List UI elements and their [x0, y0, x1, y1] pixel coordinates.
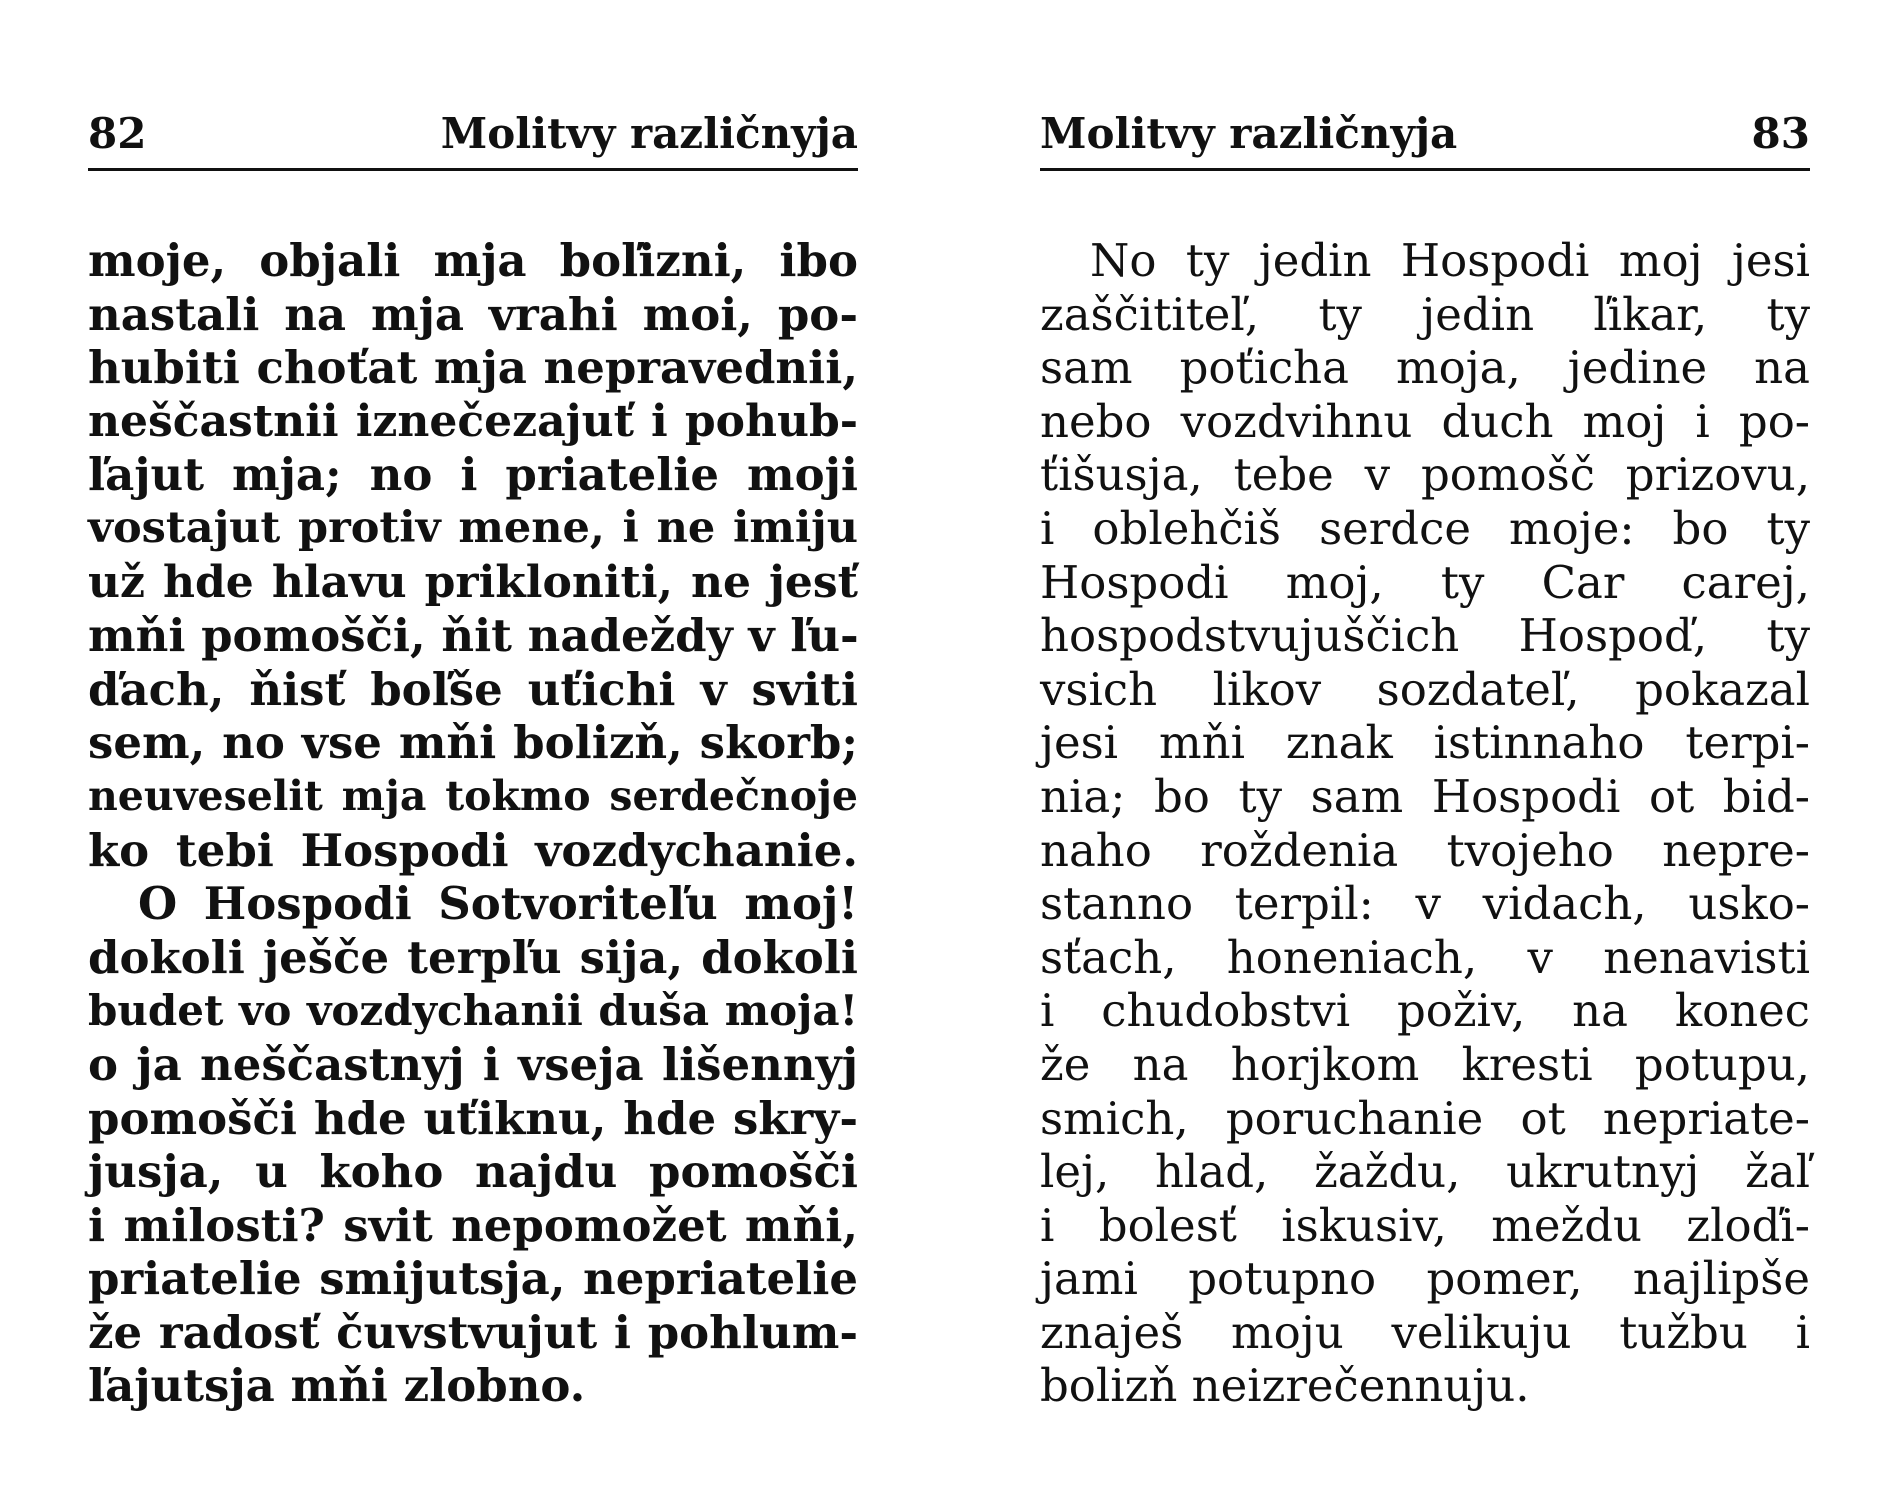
right-page-body	[1040, 234, 1810, 1413]
text-line: hospodstvujuščich Hospoď, ty	[1040, 609, 1810, 663]
text-line: sem, no vse mňi bolizň, skorb;	[88, 716, 858, 770]
right-page-number: 83	[1751, 109, 1810, 158]
text-line: ťišusja, tebe v pomošč prizovu,	[1040, 448, 1810, 502]
text-line: jesi mňi znak istinnaho terpi-	[1040, 716, 1810, 770]
right-running-title: Molitvy različnyja	[1040, 109, 1458, 158]
text-line: že na horjkom kresti potupu,	[1040, 1037, 1810, 1091]
text-line: zaščititeľ, ty jedin ľikar, ty	[1040, 287, 1810, 341]
text-line: ďach, ňisť boľše uťichi v sviti	[88, 662, 858, 716]
text-line: vsich likov sozdateľ, pokazal	[1040, 662, 1810, 716]
text-line: ľajutsja mňi zlobno.	[88, 1359, 586, 1413]
text-line: vostajut protiv mene, i ne imiju	[88, 502, 858, 553]
text-line: naho roždenia tvojeho nepre-	[1040, 823, 1810, 877]
text-line: Hospodi moj, ty Car carej,	[1040, 555, 1810, 609]
right-page-header	[1040, 108, 1810, 171]
text-line: priatelie smijutsja, nepriatelie	[88, 1252, 858, 1306]
right-page	[1040, 0, 1810, 1500]
text-line: nastali na mja vrahi moi, po-	[88, 287, 858, 341]
left-page-header	[88, 108, 858, 171]
text-line: nia; bo ty sam Hospodi ot bid-	[1040, 769, 1810, 823]
text-line: O Hospodi Sotvoriteľu moj!	[138, 877, 858, 931]
left-page-body	[88, 234, 858, 1413]
text-line: znaješ moju velikuju tužbu i	[1040, 1305, 1810, 1359]
text-line: stanno terpil: v vidach, usko-	[1040, 877, 1810, 931]
text-line: smich, poruchanie ot nepriate-	[1040, 1091, 1810, 1145]
text-line: jusja, u koho najdu pomošči	[88, 1145, 858, 1199]
text-line: i bolesť iskusiv, meždu zloďi-	[1040, 1198, 1810, 1252]
text-line: ko tebi Hospodi vozdychanie.	[88, 823, 858, 877]
text-line: sam poťicha moja, jedine na	[1040, 341, 1810, 395]
text-line: lej, hlad, žaždu, ukrutnyj žaľ	[1040, 1145, 1810, 1199]
text-line: jami potupno pomer, najlipše	[1040, 1252, 1810, 1306]
text-line: hubiti choťat mja nepravednii,	[88, 341, 858, 395]
left-page-number: 82	[88, 109, 147, 158]
text-line: pomošči hde uťiknu, hde skry-	[88, 1091, 858, 1145]
text-line: sťach, honeniach, v nenavisti	[1040, 930, 1810, 984]
text-line: že radosť čuvstvujut i pohlum-	[88, 1305, 858, 1359]
left-running-title: Molitvy različnyja	[440, 109, 858, 158]
text-line: už hde hlavu prikloniti, ne jesť	[88, 556, 858, 608]
text-line: o ja neščastnyj i vseja lišennyj	[88, 1037, 858, 1091]
text-line: nebo vozdvihnu duch moj i po-	[1040, 394, 1810, 448]
text-line: mňi pomošči, ňit nadeždy v ľu-	[88, 609, 859, 663]
text-line: budet vo vozdychanii duša moja!	[88, 986, 858, 1036]
text-line: neščastnii iznečezajuť i pohub-	[88, 395, 858, 447]
text-line: moje, objali mja boľizni, ibo	[88, 234, 858, 287]
text-line: i oblehčiš serdce moje: bo ty	[1040, 501, 1810, 555]
text-line: ľajut mja; no i priatelie moji	[88, 448, 858, 502]
text-line: bolizň neizrečennuju.	[1040, 1359, 1530, 1413]
text-line: i chudobstvi poživ, na konec	[1040, 984, 1810, 1038]
left-page	[88, 0, 858, 1500]
text-line: neuveselit mja tokmo serdečnoje	[88, 771, 858, 820]
text-line: No ty jedin Hospodi moj jesi	[1090, 234, 1810, 287]
text-line: i milosti? svit nepomožet mňi,	[88, 1198, 858, 1252]
text-line: dokoli ješče terpľu sija, dokoli	[88, 930, 858, 984]
